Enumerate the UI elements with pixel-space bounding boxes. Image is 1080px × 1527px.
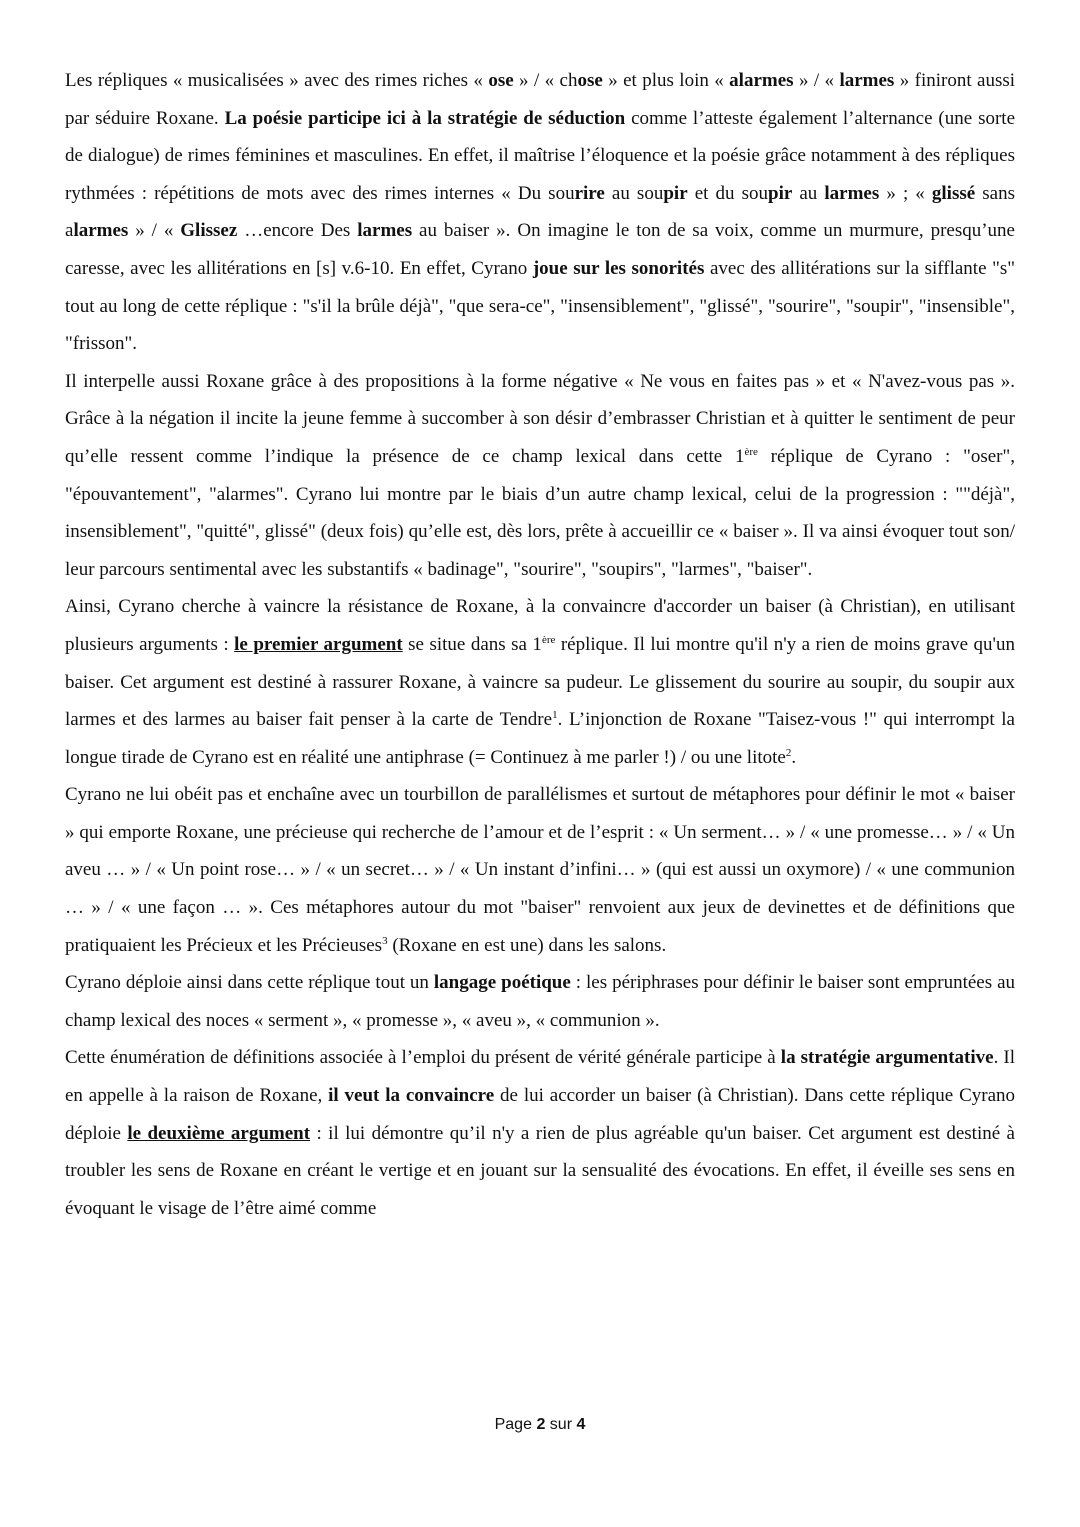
text-run: : les périphrases pour définir le baiser sont empruntées au champ lexical des noces « serment », « promesse », « aveu », « communion ».: [65, 972, 1016, 1031]
text-run: Il interpelle aussi Roxane grâce à des propositions à la forme négative « Ne vous en faites pas » et « N'avez-vous pas ». Grâce à la négation il incite la jeune femme à succomber à son désir d’embrasser Christian et à quitter le sentiment de peur qu’elle ressent comme l’indique la présence de ce champ lexical dans cette 1: [65, 370, 1015, 467]
paragraph: [65, 62, 1015, 363]
text-run: Cette énumération de définitions associée à l’emploi du présent de vérité générale participe à: [65, 1047, 781, 1069]
text-run: Les répliques « musicalisées » avec des rimes riches «: [65, 70, 489, 91]
bold-text: le deuxième argument: [127, 1122, 311, 1144]
superscript: 3: [382, 934, 388, 947]
text-run: : il lui démontre qu’il n'y a rien de plus agréable qu'un baiser. Cet argument est destiné à troubler les sens de Roxane en créant le vertige et en jouant sur la sensualité des évocations. En effet, il éveille ses sens en évoquant le visage de l’être aimé comme: [65, 1122, 1015, 1219]
bold-text: ose: [577, 70, 603, 91]
text-run: . Il en appelle à la raison de Roxane,: [65, 1047, 1015, 1107]
text-run: réplique de Cyrano : "oser", "épouvantement", "alarmes". Cyrano lui montre par le biais d’un autre champ lexical, celui de la progression : ""déjà", insensiblement", "quitté", glissé" (deux fois) qu’elle est, dès lors, prête à accueillir ce « baiser ». Il va ainsi évoquer tout son/ leur parcours sentimental avec les substantifs « badinage", "sourire", "soupirs", "larmes", "baiser".: [65, 445, 1015, 580]
footer-page-word: Page: [494, 1416, 532, 1433]
footer-of-word: sur: [549, 1416, 573, 1433]
text-run: .: [791, 746, 797, 768]
superscript: 1: [552, 709, 558, 722]
text-run: » / « ch: [513, 70, 578, 91]
text-run: au sou: [604, 182, 664, 204]
text-run: au: [792, 182, 825, 204]
page-footer: [0, 1416, 1080, 1434]
text-run: avec des allitérations sur la sifflante "s" tout au long de cette réplique : "s'il la brûle déjà", "que sera-ce", "insensiblement", "glissé", "sourire", "soupir", "insensible", "frisson".: [65, 257, 1015, 355]
bold-text: glissé: [931, 182, 976, 204]
text-run: Cyrano déploie ainsi dans cette réplique tout un: [65, 972, 434, 994]
bold-text: La poésie participe ici à la stratégie de séduction: [224, 107, 626, 129]
bold-text: Glissez: [180, 220, 238, 242]
bold-text: larmes: [839, 70, 895, 91]
footer-page-number: 2: [536, 1416, 546, 1433]
text-run: …encore Des: [237, 220, 358, 242]
text-run: » finiront aussi par séduire Roxane.: [65, 70, 1016, 129]
paragraph: [65, 363, 1015, 589]
text-run: comme l’atteste également l’alternance (une sorte de dialogue) de rimes féminines et masculines. En effet, il maîtrise l’éloquence et la poésie grâce notamment à des répliques rythmées : répétitions de mots avec des rimes internes « Du sou: [65, 107, 1016, 204]
bold-text: pir: [768, 182, 793, 204]
bold-text: larmes: [73, 220, 129, 242]
bold-text: alarmes: [729, 70, 794, 91]
bold-text: rire: [574, 182, 605, 204]
text-run: » ; «: [879, 182, 932, 204]
bold-text: la stratégie argumentative: [780, 1047, 994, 1069]
text-run: réplique. Il lui montre qu'il n'y a rien de moins grave qu'un baiser. Cet argument est destiné à rassurer Roxane, à vaincre sa pudeur. Le glissement du sourire au soupir, du soupir aux larmes et des larmes au baiser fait penser à la carte de Tendre: [65, 633, 1015, 731]
text-run: se situe dans sa 1: [402, 633, 542, 655]
document-body: [65, 62, 1015, 1227]
bold-text: langage poétique: [433, 972, 571, 994]
text-run: » / «: [128, 220, 181, 242]
text-run: » / «: [793, 70, 840, 91]
footer-total-pages: 4: [576, 1416, 586, 1433]
text-run: au baiser ». On imagine le ton de sa voix, comme un murmure, presqu’une caresse, avec les allitérations en [s] v.6-10. En effet, Cyrano: [65, 220, 1015, 279]
bold-text: larmes: [824, 182, 880, 204]
text-run: sans a: [65, 182, 1015, 242]
superscript: ère: [744, 445, 758, 458]
paragraph: [65, 1039, 1015, 1227]
bold-text: larmes: [357, 220, 413, 242]
superscript: ère: [541, 633, 556, 646]
bold-text: ose: [488, 70, 514, 91]
text-run: Cyrano ne lui obéit pas et enchaîne avec un tourbillon de parallélismes et surtout de métaphores pour définir le mot « baiser » qui emporte Roxane, une précieuse qui recherche de l’amour et de l’esprit : « Un serment… » / « une promesse… » / « Un aveu … » / « Un point rose… » / « un secret… » / « Un instant d’infini… » (qui est aussi un oxymore) / « une communion … » / « une façon … ». Ces métaphores autour du mot "baiser" renvoient aux jeux de devinettes et de définitions que pratiquaient les Précieux et les Précieuses: [65, 784, 1015, 956]
text-run: . L’injonction de Roxane "Taisez-vous !" qui interrompt la longue tirade de Cyrano est en réalité une antiphrase (= Continuez à me parler !) / ou une litote: [65, 709, 1015, 768]
bold-text: il veut la convaincre: [328, 1085, 495, 1107]
paragraph: [65, 776, 1015, 964]
superscript: 2: [785, 746, 792, 759]
paragraph: [65, 588, 1015, 776]
text-run: Ainsi, Cyrano cherche à vaincre la résistance de Roxane, à la convaincre d'accorder un baiser (à Christian), en utilisant plusieurs arguments :: [65, 596, 1015, 655]
bold-text: le premier argument: [234, 633, 403, 655]
bold-text: joue sur les sonorités: [532, 257, 705, 279]
text-run: » et plus loin «: [602, 70, 730, 91]
text-run: (Roxane en est une) dans les salons.: [387, 934, 667, 956]
text-run: de lui accorder un baiser (à Christian). Dans cette réplique Cyrano déploie: [65, 1085, 1015, 1144]
text-run: et du sou: [687, 182, 768, 204]
bold-text: pir: [663, 182, 688, 204]
paragraph: [65, 964, 1015, 1039]
